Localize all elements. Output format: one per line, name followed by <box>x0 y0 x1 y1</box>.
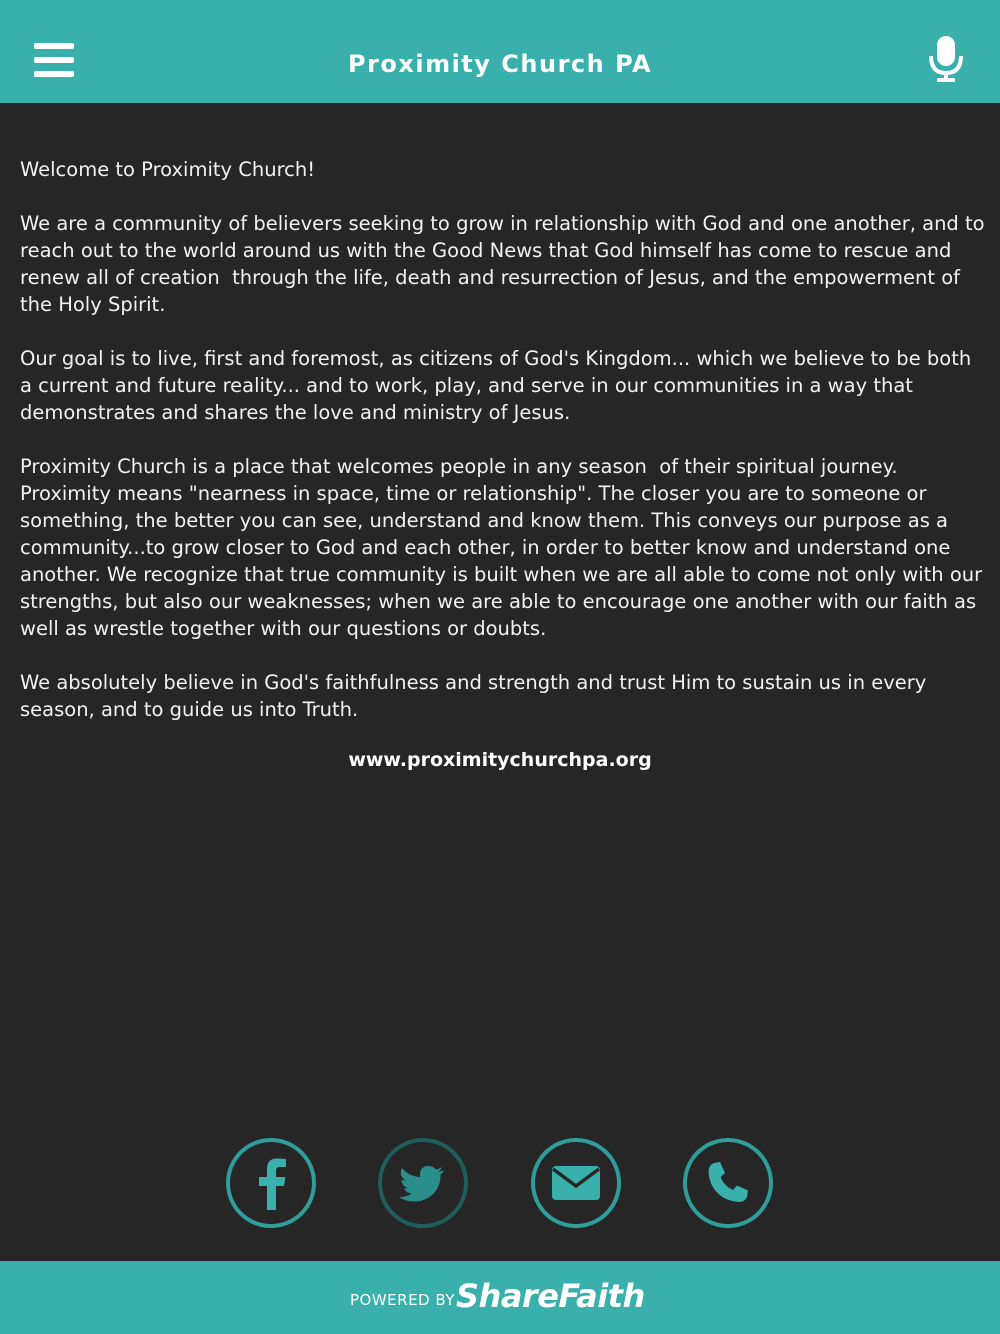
paragraph-welcome: Welcome to Proximity Church! <box>20 158 316 181</box>
paragraph-goal: Our goal is to live, first and foremost, as citizens of God's Kingdom... which we believe to be both a current and future reality... and to work, play, and serve in our communities in a way that demonstrates and shares the love and ministry of Jesus. <box>20 347 978 424</box>
paragraph-community: We are a community of believers seeking to grow in relationship with God and one another, and to reach out to the world around us with the Good News that God himself has come to rescue and renew all of creation through the life, death and resurrection of Jesus, and the empowerment of the Holy Spirit. <box>20 212 991 316</box>
page-title: Proximity Church PA <box>347 50 653 78</box>
phone-button[interactable] <box>683 1138 773 1228</box>
welcome-content <box>20 156 991 750</box>
twitter-icon <box>382 1142 464 1224</box>
facebook-button[interactable] <box>226 1138 316 1228</box>
microphone-icon[interactable] <box>926 36 966 82</box>
app-header <box>0 0 1000 103</box>
app-footer <box>0 1261 1000 1334</box>
powered-by-label: POWERED BY <box>350 1291 456 1309</box>
paragraph-proximity-meaning: Proximity Church is a place that welcomes people in any season of their spiritual journey. Proximity means "nearness in space, time or relationship". The closer you are to someone or something, the better you can see, understand and know them. This conveys our purpose as a community...to grow closer to God and each other, in order to better know and understand one another. We recognize that true community is built when we are all able to come not only with our strengths, but also our weaknesses; when we are able to encourage one another with our faith as well as wrestle together with our questions or doubts. <box>20 455 989 640</box>
facebook-icon <box>230 1142 312 1224</box>
envelope-icon <box>535 1142 617 1224</box>
phone-icon <box>687 1142 769 1224</box>
twitter-button[interactable] <box>378 1138 468 1228</box>
social-links <box>0 1138 1000 1230</box>
email-button[interactable] <box>531 1138 621 1228</box>
website-link[interactable]: www.proximitychurchpa.org <box>348 749 652 771</box>
paragraph-faithfulness: We absolutely believe in God's faithfulness and strength and trust Him to sustain us in every season, and to guide us into Truth. <box>20 671 933 721</box>
sharefaith-logo[interactable]: ShareFaith <box>456 1277 645 1315</box>
